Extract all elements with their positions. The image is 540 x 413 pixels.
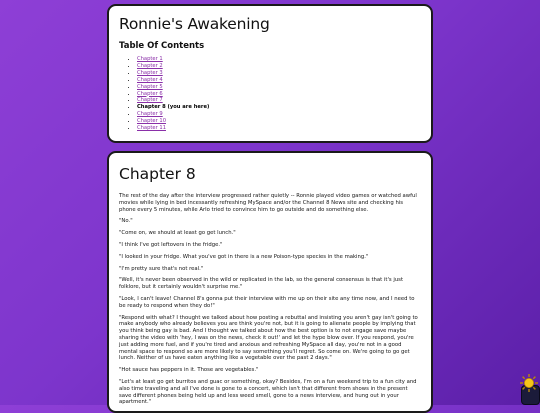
chapter-link[interactable]: Chapter 5	[137, 83, 163, 90]
toc-item	[137, 118, 421, 125]
toc-item	[137, 111, 421, 118]
chapter-content-card	[107, 151, 433, 413]
toc-item	[137, 84, 421, 91]
chapter-link[interactable]: Chapter 4	[137, 76, 163, 83]
chapter-link[interactable]: Chapter 11	[137, 125, 166, 132]
chapter-link[interactable]: Chapter 1	[137, 56, 163, 62]
paragraph: "Look, I can't leave! Channel 8's gonna put their interview with me up on their site any time now, and I need to be ready to respond when they do!"	[119, 295, 415, 309]
paragraph: The rest of the day after the interview progressed rather quietly -- Ronnie played video games or watched awful movies while lying in bed incessantly refreshing MySpace and/or the Channel 8 News site and checking his phone every 5 minutes, while Arlo tried to convince him to go outside and do something else.	[119, 193, 417, 213]
toc-item	[137, 91, 421, 98]
table-of-contents-card	[107, 4, 433, 143]
paragraph: "I looked in your fridge. What you've got in there is a new Poison-type species in the making."	[119, 253, 369, 260]
chapter-link[interactable]: Chapter 2	[137, 62, 163, 69]
toc-heading: Table Of Contents	[119, 41, 205, 51]
chapter-link[interactable]: Chapter 10	[137, 118, 166, 125]
toc-item	[137, 77, 421, 84]
paragraph: "I think I've got leftovers in the fridge."	[119, 241, 223, 248]
paragraph: "I'm pretty sure that's not real."	[119, 265, 204, 272]
story-title: Ronnie's Awakening	[119, 15, 270, 33]
toc-item-current: • Chapter 8 (you are here)	[137, 104, 421, 111]
toc-item	[137, 56, 421, 63]
toc-item	[137, 125, 421, 132]
paragraph: "Let's at least go get burritos and guac or something, okay? Besides, I'm on a fun weekend trip to a fun city and also time traveling and all I've done is gone to a concert, which isn't that different from shows in the present save different phones being held up and less weed smell, gone to a news interview, and hung out in your apartment."	[119, 378, 417, 406]
toc-item	[137, 97, 421, 104]
chapter-list	[119, 56, 421, 132]
paragraph: "No."	[119, 218, 133, 225]
chapter-link[interactable]: Chapter 9	[137, 111, 163, 118]
toc-item	[137, 70, 421, 77]
paragraph: "Well, it's never been observed in the wild or replicated in the lab, so the general consensus is that it's just folklore, but it certainly wouldn't surprise me."	[119, 277, 404, 291]
chapter-link[interactable]: Chapter 6	[137, 90, 163, 97]
paragraph: "Hot sauce has peppers in it. Those are vegetables."	[119, 367, 259, 374]
chapter-link[interactable]: Chapter 7	[137, 97, 163, 104]
paragraph: "Come on, we should at least go get lunch."	[119, 230, 236, 237]
paragraph: "Respond with what? I thought we talked about how posting a rebuttal and insisting you aren't gay isn't going to make anybody who already believes you are think you're not, but it is going to alienate people by implying that you think being gay is bad. And I thought we talked about how the best option is to not engage save maybe sharing the video with 'hey, I was on the news, check it out!' and let the hype blow over. If you respond, you're just adding more fuel, and if you're tired and anxious and refreshing MySpace all day, you're not in a good mental space to respond so are more likely to say something you'll regret. So come on. We're going to go get lunch. Neither of us have eaten anything like a vegetable over the past 2 days."	[119, 314, 418, 362]
sun-icon[interactable]	[519, 373, 539, 393]
chapter-link[interactable]: Chapter 3	[137, 69, 163, 76]
chapter-title: Chapter 8	[119, 165, 196, 183]
toc-item	[137, 63, 421, 70]
